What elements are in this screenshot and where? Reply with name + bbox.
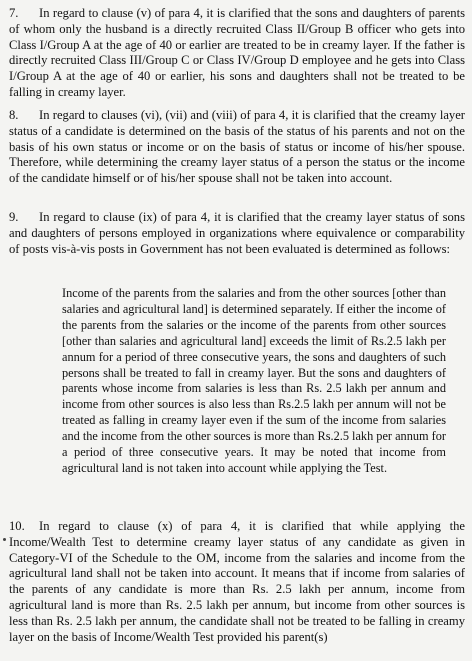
paragraph-7-text: In regard to clause (v) of para 4, it is clarified that the sons and daughters of parents of whom only the husband is a directly recruited Class II/Group B officer who gets into Class I/Group A at the age of 40 or earlier are treated to be in creamy layer. If the father is directly recruited Class III/Group C or Class IV/Group D employee and he gets into Class I/Group A at the age of 40 or earlier, his sons and daughters shall not be treated to be falling in creamy layer.: [9, 6, 465, 99]
paragraph-8-number: 8.: [9, 108, 19, 122]
paragraph-10: [9, 519, 465, 645]
paragraph-8: [9, 108, 465, 187]
paragraph-8-text: In regard to clauses (vi), (vii) and (viii) of para 4, it is clarified that the creamy layer status of a candidate is determined on the basis of the status of his parents and not on the basis of his own status or income or on the basis of status or income of his/her spouse. Therefore, while determining the creamy layer status of a person the status or the income of the candidate himself or of his/her spouse shall not be taken into account.: [9, 108, 465, 186]
indented-quote: [62, 286, 446, 477]
paragraph-9-number: 9.: [9, 210, 19, 224]
paragraph-9-text: In regard to clause (ix) of para 4, it is clarified that the creamy layer status of sons and daughters of persons employed in organizations where equivalence or comparability of posts vis-à-vis posts in Government has not been evaluated is determined as follows:: [9, 210, 465, 256]
paragraph-10-text: In regard to clause (x) of para 4, it is clarified that while applying the Income/Wealth Test to determine creamy layer status of any candidate as given in Category-VI of the Schedule to the OM, income from the salaries and income from the agricultural land shall not be taken into account. It means that if income from salaries of the parents of any candidate is more than Rs. 2.5 lakh per annum, income from agricultural land is more than Rs. 2.5 lakh per annum, but income from other sources is less than Rs. 2.5 lakh per annum, the candidate shall not be treated to be falling in creamy layer on the basis of Income/Wealth Test provided his parent(s): [9, 519, 465, 644]
indented-quote-text: Income of the parents from the salaries and from the other sources [other than salaries and agricultural land] is determined separately. If either the income of the parents from the salaries or the income of the parents from other sources [other than salaries and agricultural land] exceeds the limit of Rs.2.5 lakh per annum for a period of three consecutive years, the sons and daughters of such persons shall be treated to fall in creamy layer. But the sons and daughters of parents whose income from salaries is less than Rs. 2.5 lakh per annum and income from other sources is also less than Rs.2.5 lakh per annum will not be treated as falling in creamy layer even if the sum of the income from salaries and the income from the other sources is more than Rs.2.5 lakh per annum for a period of three consecutive years. It may be noted that income from agricultural land is not taken into account while applying the Test.: [62, 286, 446, 475]
scan-speck: [3, 538, 6, 541]
paragraph-7-number: 7.: [9, 6, 19, 20]
paragraph-10-number: 10.: [9, 519, 25, 533]
paragraph-9: [9, 210, 465, 257]
paragraph-7: [9, 6, 465, 101]
